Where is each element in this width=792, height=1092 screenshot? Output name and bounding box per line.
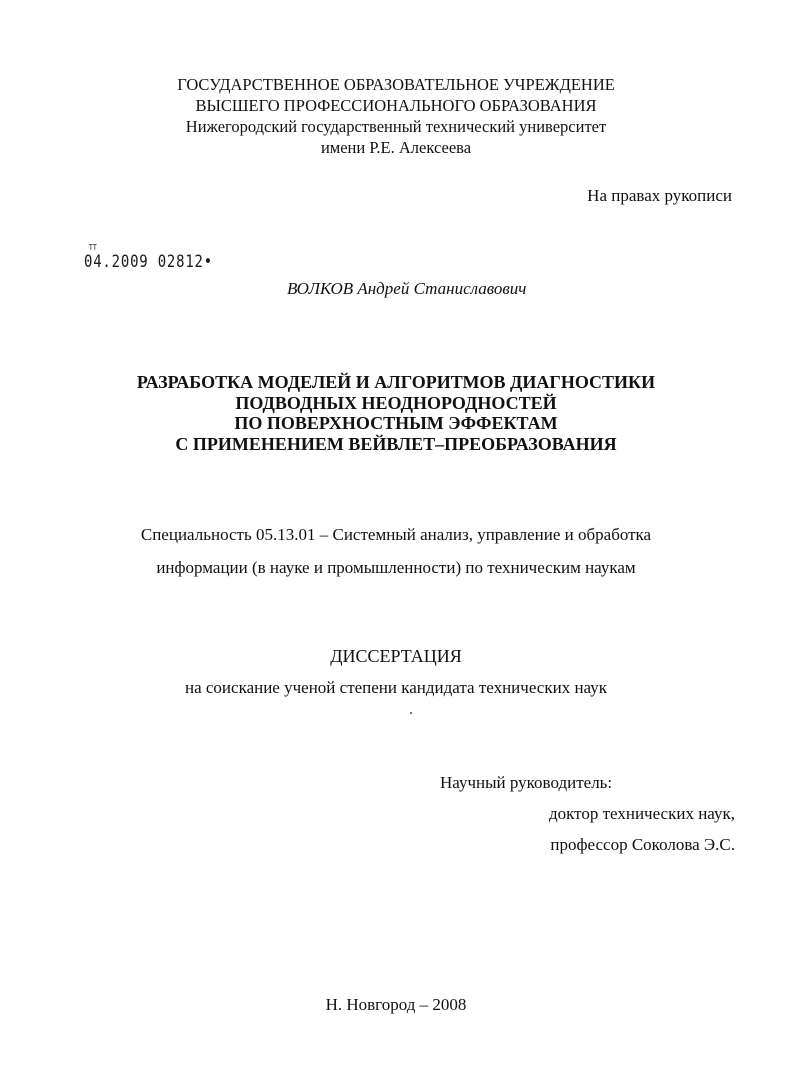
specialty-line-1: Специальность 05.13.01 – Системный анализ, управление и обработка bbox=[140, 525, 652, 544]
manuscript-rights-note: На правах рукописи bbox=[587, 186, 732, 205]
title-line-4: С ПРИМЕНЕНИЕМ ВЕЙВЛЕТ–ПРЕОБРАЗОВАНИЯ bbox=[175, 433, 617, 454]
specialty-block bbox=[0, 518, 792, 584]
stamp-mark-icon: • bbox=[203, 252, 213, 272]
supervisor-degree: доктор технических наук, bbox=[548, 804, 735, 823]
title-line-3: ПО ПОВЕРХНОСТНЫМ ЭФФЕКТАМ bbox=[234, 413, 558, 433]
university-named-after: имени Р.Е. Алексеева bbox=[320, 138, 472, 157]
author-name: ВОЛКОВ Андрей Станиславович bbox=[287, 279, 527, 298]
institution-line-2: ВЫСШЕГО ПРОФЕССИОНАЛЬНОГО ОБРАЗОВАНИЯ bbox=[195, 96, 597, 115]
library-stamp bbox=[84, 243, 213, 272]
city-year: Н. Новгород – 2008 bbox=[325, 995, 467, 1014]
degree-description: на соискание ученой степени кандидата технических наук bbox=[184, 678, 607, 697]
institution-line-1: ГОСУДАРСТВЕННОЕ ОБРАЗОВАТЕЛЬНОЕ УЧРЕЖДЕНИЕ bbox=[177, 75, 615, 94]
scan-speck bbox=[410, 712, 412, 714]
institution-header bbox=[0, 74, 792, 158]
supervisor-label: Научный руководитель: bbox=[440, 773, 613, 792]
specialty-line-2: информации (в науке и промышленности) по техническим наукам bbox=[156, 558, 636, 577]
work-type-heading: ДИССЕРТАЦИЯ bbox=[330, 646, 462, 666]
title-line-1: РАЗРАБОТКА МОДЕЛЕЙ И АЛГОРИТМОВ ДИАГНОСТИКИ bbox=[136, 372, 656, 392]
stamp-number: 04.2009 02812 bbox=[84, 252, 204, 272]
dissertation-title bbox=[0, 372, 792, 454]
supervisor-name: профессор Соколова Э.С. bbox=[550, 835, 735, 854]
title-line-2: ПОДВОДНЫХ НЕОДНОРОДНОСТЕЙ bbox=[235, 392, 557, 413]
university-name: Нижегородский государственный технический университет bbox=[185, 117, 607, 136]
stamp-tick-marks: ТТ bbox=[88, 243, 97, 252]
